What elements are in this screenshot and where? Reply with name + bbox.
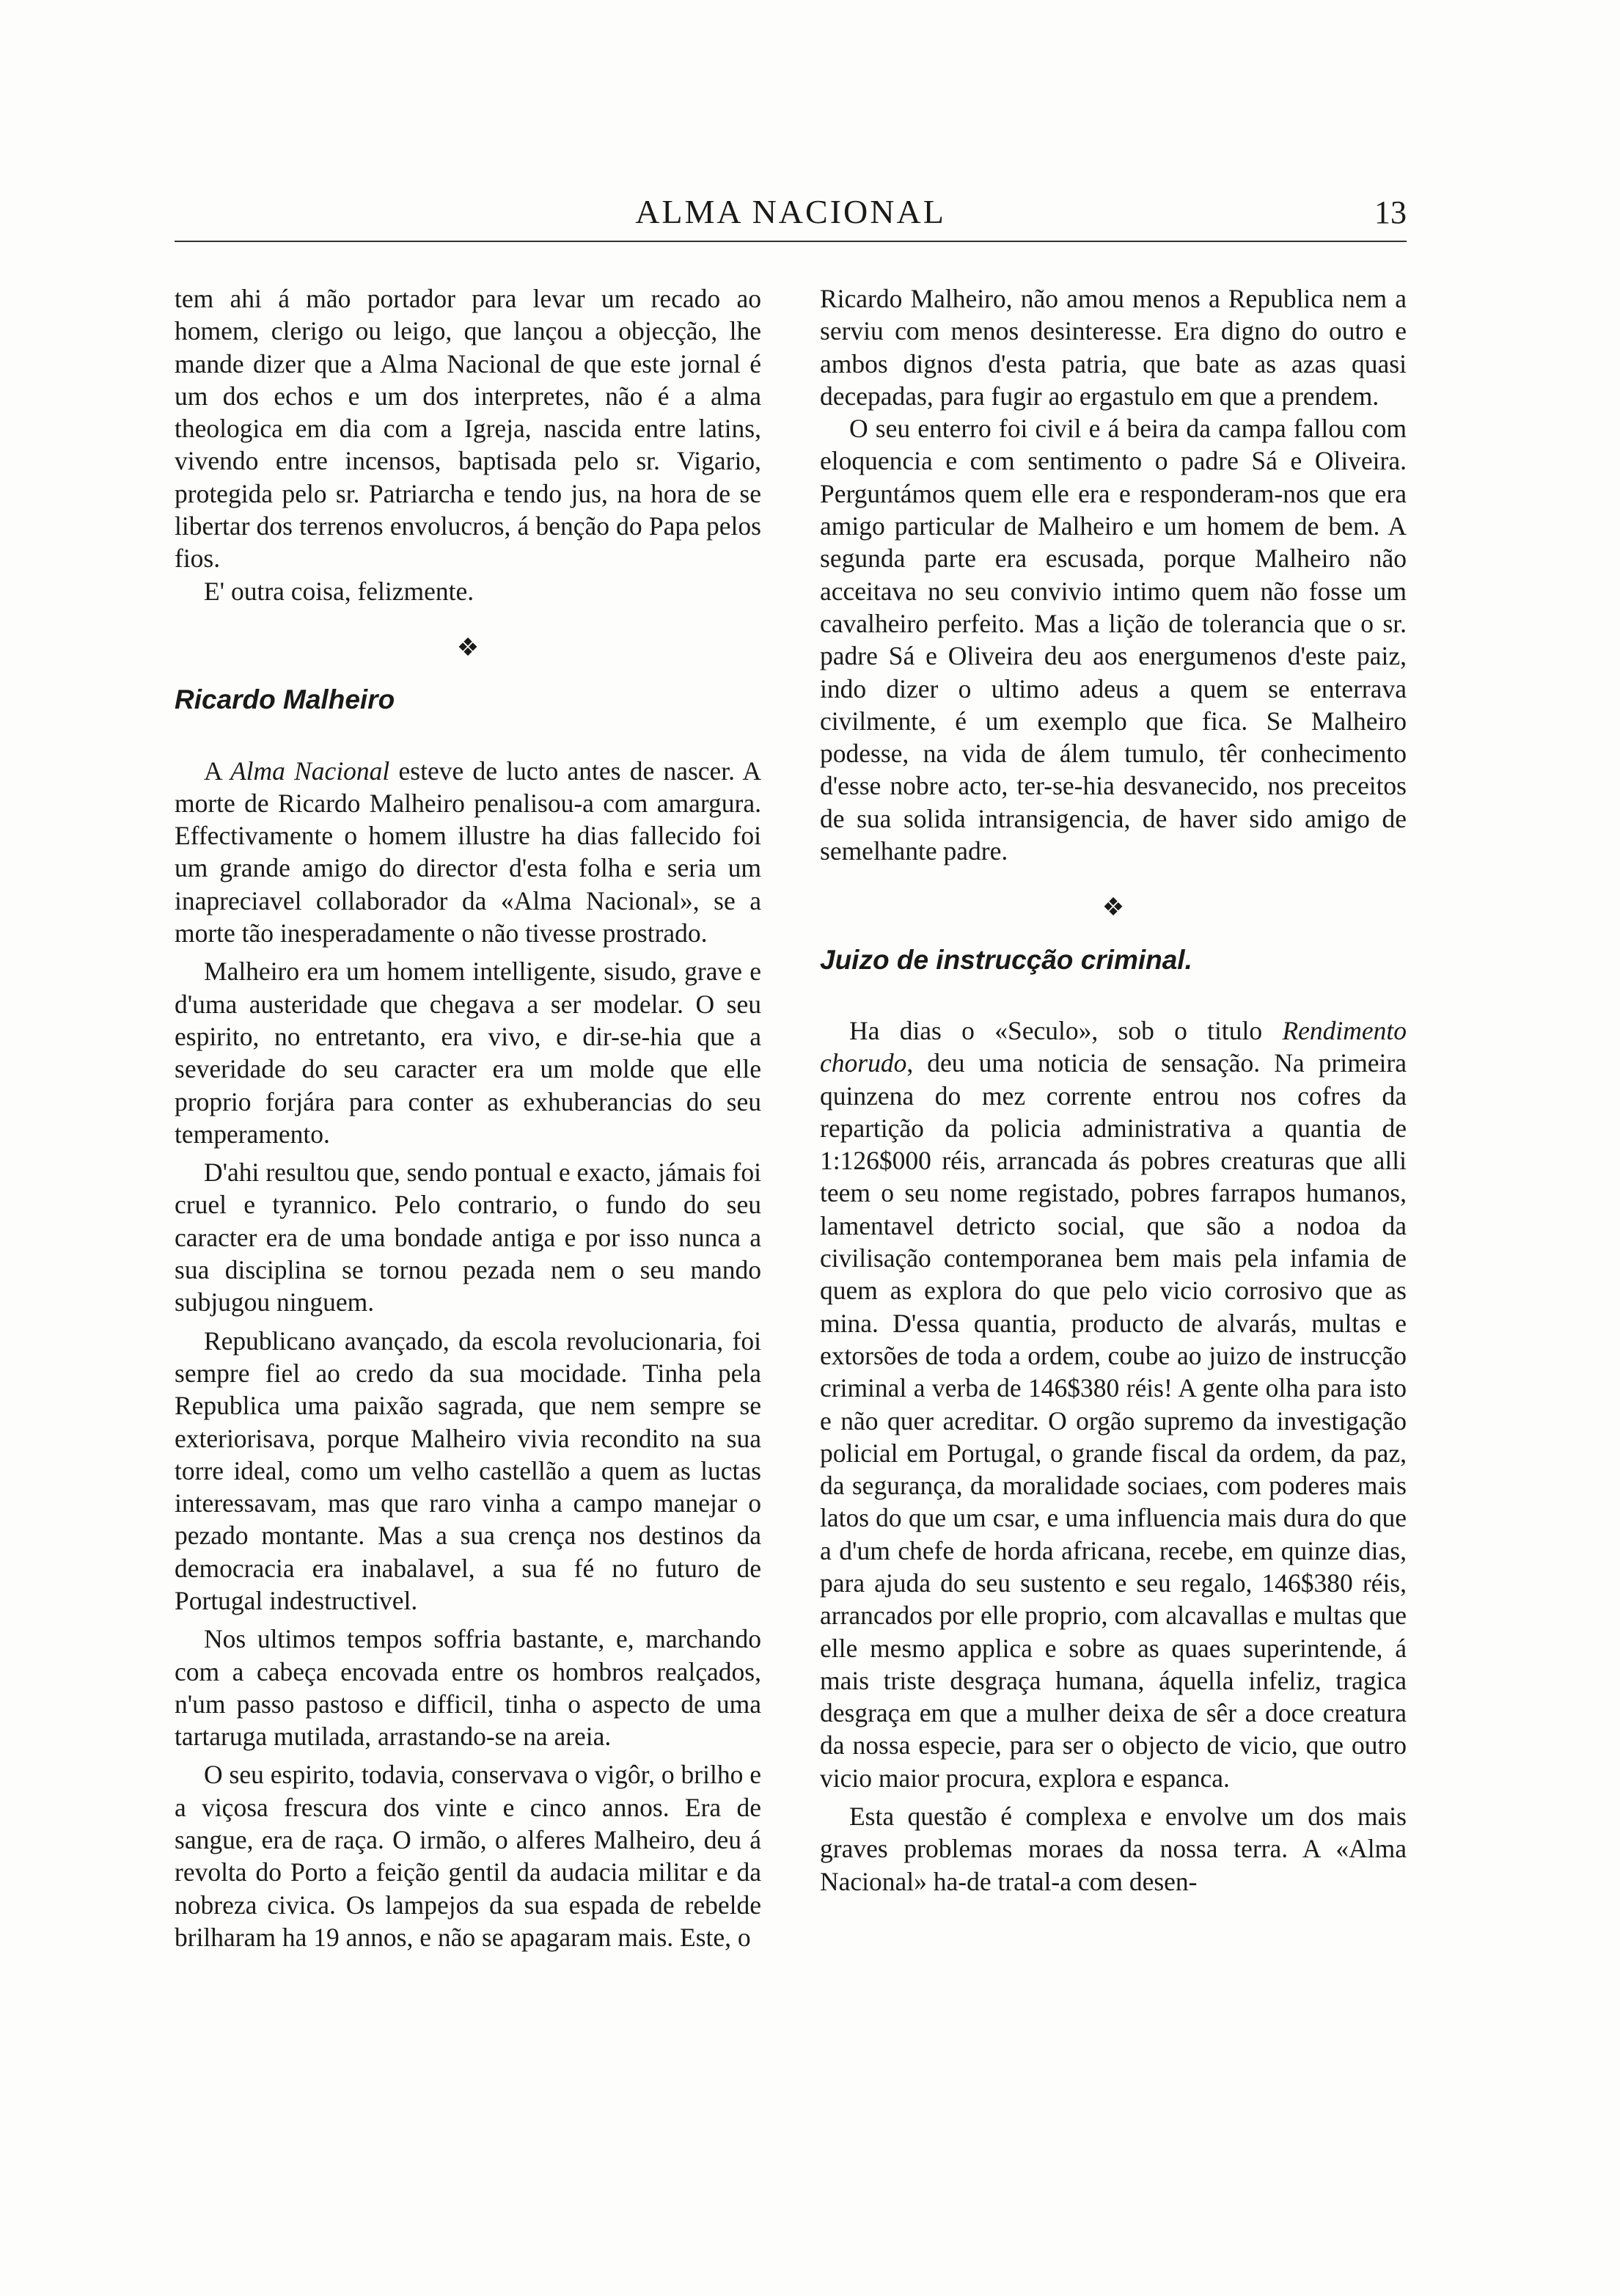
header-rule bbox=[175, 241, 1407, 242]
text-run: esteve de lucto antes de nascer. A morte de Ricardo Malheiro penalisou-a com amargura. Effectivamente o homem illustre ha dias fallecido foi um grande amigo do director d'esta folha e seria um inapreciavel collaborador da «Alma Nacional», se a morte tão inesperadamente o não tivesse prostrado. bbox=[175, 756, 761, 948]
body-paragraph: O seu enterro foi civil e á beira da campa fallou com eloquencia e com sentimento o padre Sá e Oliveira. Perguntámos quem elle era e responderam-nos que era amigo particular de Malheiro e um homem de bem. A segunda parte era escusada, porque Malheiro não acceitava no seu convivio intimo quem não fosse um cavalheiro perfeito. Mas a lição de tolerancia que o sr. padre Sá e Oliveira deu aos energumenos d'este paiz, indo dizer o ultimo adeus a quem se enterrava civilmente, é um exemplo que fica. Se Malheiro podesse, na vida de álem tumulo, têr conhecimento d'esse nobre acto, ter-se-hia desvanecido, nos preceitos de sua solida intransigencia, de haver sido amigo de semelhante padre. bbox=[820, 414, 1407, 866]
left-column bbox=[175, 282, 761, 1953]
page-header bbox=[175, 192, 1407, 236]
body-paragraph: tem ahi á mão portador para levar um recado ao homem, clerigo ou leigo, que lançou a objecção, lhe mande dizer que a Alma Nacional de que este jornal é um dos echos e um dos interpretes, não é a alma theologica em dia com a Igreja, nascida entre latins, vivendo entre incensos, baptisada pelo sr. Vigario, protegida pelo sr. Patriarcha e tendo jus, na hora de se libertar dos terrenos envolucros, á benção do Papa pelos fios. bbox=[175, 284, 761, 574]
body-paragraph: Ricardo Malheiro, não amou menos a Republica nem a serviu com menos desinteresse. Era digno do outro e ambos dignos d'esta patria, que bate as azas quasi decepadas, para fugir ao ergastulo em que a prendem. bbox=[820, 284, 1407, 411]
body-paragraph: D'ahi resultou que, sendo pontual e exacto, jámais foi cruel e tyrannico. Pelo contrario, o fundo do seu caracter era de uma bondade antiga e por isso nunca a sua disciplina se tornou pezada nem o seu mando subjugou ninguem. bbox=[175, 1158, 761, 1317]
running-title: ALMA NACIONAL bbox=[635, 193, 946, 230]
body-paragraph: E' outra coisa, felizmente. bbox=[204, 576, 474, 606]
publication-name: Alma Nacional bbox=[230, 756, 390, 786]
body-paragraph: Esta questão é complexa e envolve um dos mais graves problemas moraes da nossa terra. A «Alma Nacional» ha-de tratal-a com desen- bbox=[820, 1802, 1407, 1896]
section-ornament-icon: ❖ bbox=[456, 634, 480, 662]
body-paragraph bbox=[820, 1014, 1407, 1794]
right-column bbox=[820, 282, 1407, 1898]
section-heading: Ricardo Malheiro bbox=[175, 684, 395, 715]
section-heading: Juizo de instrucção criminal. bbox=[820, 944, 1192, 975]
text-run: Ha dias o «Seculo», sob o titulo bbox=[849, 1015, 1283, 1045]
body-paragraph: O seu espirito, todavia, conservava o vigôr, o brilho e a viçosa frescura dos vinte e cinco annos. Era de sangue, era de raça. O irmão, o alferes Malheiro, deu á revolta do Porto a feição gentil da audacia militar e da nobreza civica. Os lampejos da sua espada de rebelde brilharam ha 19 annos, e não se apagaram mais. Este, o bbox=[175, 1760, 761, 1952]
body-paragraph: Republicano avançado, da escola revolucionaria, foi sempre fiel ao credo da sua mocidade. Tinha pela Republica uma paixão sagrada, que nem sempre se exteriorisava, porque Malheiro vivia recondito na sua torre ideal, como um velho castellão a quem as luctas interessavam, mas que raro vinha a campo manejar o pezado montante. Mas a sua crença nos destinos da democracia era inabalavel, a sua fé no futuro de Portugal indestructivel. bbox=[175, 1326, 761, 1615]
body-paragraph bbox=[175, 755, 761, 950]
text-run: , deu uma noticia de sensação. Na primeira quinzena do mez corrente entrou nos cofres da repartição da policia administrativa a quantia de 1:126$000 réis, arrancada ás pobres creaturas que alli teem o seu nome registado, pobres farrapos humanos, lamentavel detricto social, que são a nodoa da civilisação contemporanea bem mais pela infamia de quem as explora do que pelo vicio corrosivo que as mina. D'essa quantia, producto de alvarás, multas e extorsões de toda a ordem, coube ao juizo de instrucção criminal a verba de 146$380 réis! A gente olha para isto e não quer acreditar. O orgão supremo da investigação policial em Portugal, o grande fiscal da ordem, da paz, da segurança, da moralidade sociaes, com poderes mais latos do que um csar, e uma influencia mais dura do que a d'um chefe de horda africana, recebe, em quinze dias, para ajuda do seu sustento e seu regalo, 146$380 réis, arrancados por elle proprio, com alcavallas e multas que elle mesmo applica e sobre as quaes superintende, á mais triste desgraça humana, áquella infeliz, tragica desgraça em que a mulher deixa de sêr a doce creatura da nossa especie, para ser o objecto de vicio, que outro vicio maior procura, explora e espanca. bbox=[820, 1048, 1407, 1793]
body-paragraph: Malheiro era um homem intelligente, sisudo, grave e d'uma austeridade que chegava a ser modelar. O seu espirito, no entretanto, era vivo, e dir-se-hia que a severidade do seu caracter era um molde que elle proprio forjára para conter as exhuberancias do seu temperamento. bbox=[175, 957, 761, 1149]
article-title-italic: Rendimento chorudo bbox=[820, 1015, 1407, 1078]
body-paragraph: Nos ultimos tempos soffria bastante, e, marchando com a cabeça encovada entre os hombros realçados, n'um passo pastoso e difficil, tinha o aspecto de uma tartaruga mutilada, arrastando-se na areia. bbox=[175, 1624, 761, 1752]
text-run: A bbox=[204, 756, 230, 786]
page-number: 13 bbox=[1374, 194, 1407, 230]
section-ornament-icon: ❖ bbox=[1102, 894, 1125, 922]
